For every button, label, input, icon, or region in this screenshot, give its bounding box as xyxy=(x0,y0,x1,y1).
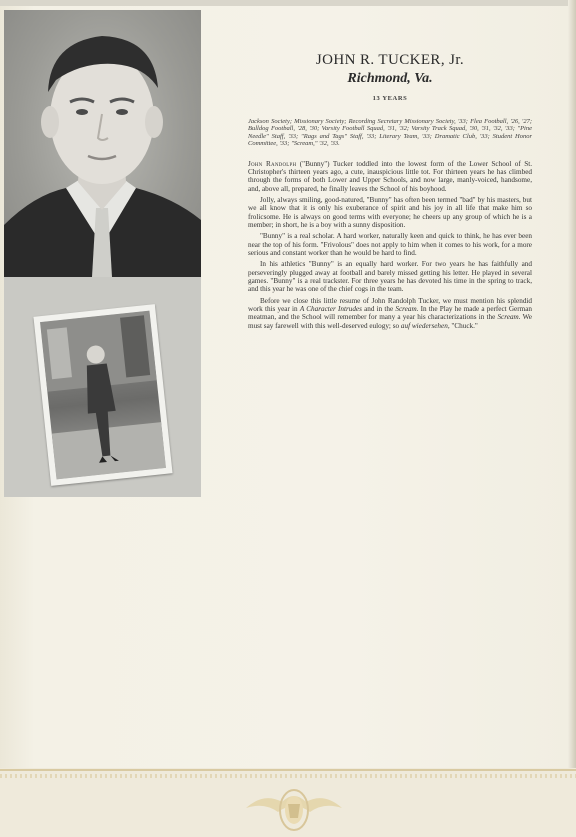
photo-panel xyxy=(4,10,201,497)
footer-rule xyxy=(0,769,576,771)
paragraph-2: Jolly, always smiling, good-natured, "Bunny" has often been termed "bad" by his masters, but we all know that it is only his exuberance of spirit and his joy in all life that make him so frolicsome. He is always on good terms with everyone; he cheers up any group of which he is a member; in short, he is a boy with a sunny disposition. xyxy=(248,196,532,230)
paragraph-3: "Bunny" is a real scholar. A hard worker, naturally keen and quick to think, he has ever been near the top of his form. "Frivolous" does not apply to him when it comes to his work, for a more serious and constant worker than he would be hard to find. xyxy=(248,232,532,258)
page-top-edge xyxy=(0,0,576,6)
activities-list: Jackson Society; Missionary Society; Recording Secretary Missionary Society, '33; Flea Football, '26, '27; Bulldog Football, '28, '30; Varsity Football Squad, '31, '32; Varsity Track Squad, '30, '31, '32, '33; "Pine Needle" Staff, '33; "Rags and Tags" Staff, '33; Literary Team, '33; Dramatic Club, '33; Student Honor Committee, '33; "Scream," '32, '33. xyxy=(248,118,532,148)
paragraph-1: John Randolph ("Bunny") Tucker toddled into the lowest form of the Lower School of St. Christopher's thirteen years ago, a cute, inauspicious little tot. For thirteen years he has climbed through the forms of both Lower and Upper Schools, and now large, manly-voiced, handsome, and, above all, prepared, he finally leaves the School of his boyhood. xyxy=(248,159,532,193)
snapshot-photo xyxy=(33,304,172,486)
student-name: JOHN R. TUCKER, Jr. xyxy=(315,52,465,68)
paragraph-5: Before we close this little resume of John Randolph Tucker, we must mention his splendid work this year in A Character Intrudes and in the Scream. In the Play he made a perfect German meatman, and the School will remember for many a year his characterizations in the Scream. We must say farewell with this well-deserved eulogy; so auf wiedersehen, "Chuck." xyxy=(248,296,533,330)
student-hometown: Richmond, Va. xyxy=(347,71,433,86)
years-attended: 13 YEARS xyxy=(372,95,408,102)
biography-text xyxy=(248,160,532,331)
page-spine xyxy=(568,0,576,837)
school-crest-icon xyxy=(244,778,344,834)
portrait-photo xyxy=(4,10,201,277)
paragraph-4: In his athletics "Bunny" is an equally hard worker. For two years he has faithfully and perseveringly plugged away at football and barely missed getting his letter. He played in several games. "Bunny" is a real trackster. For three years he has devoted his time in the spring to track, and this year he was one of the chief cogs in the team. xyxy=(248,260,532,294)
biography-column xyxy=(248,48,532,333)
